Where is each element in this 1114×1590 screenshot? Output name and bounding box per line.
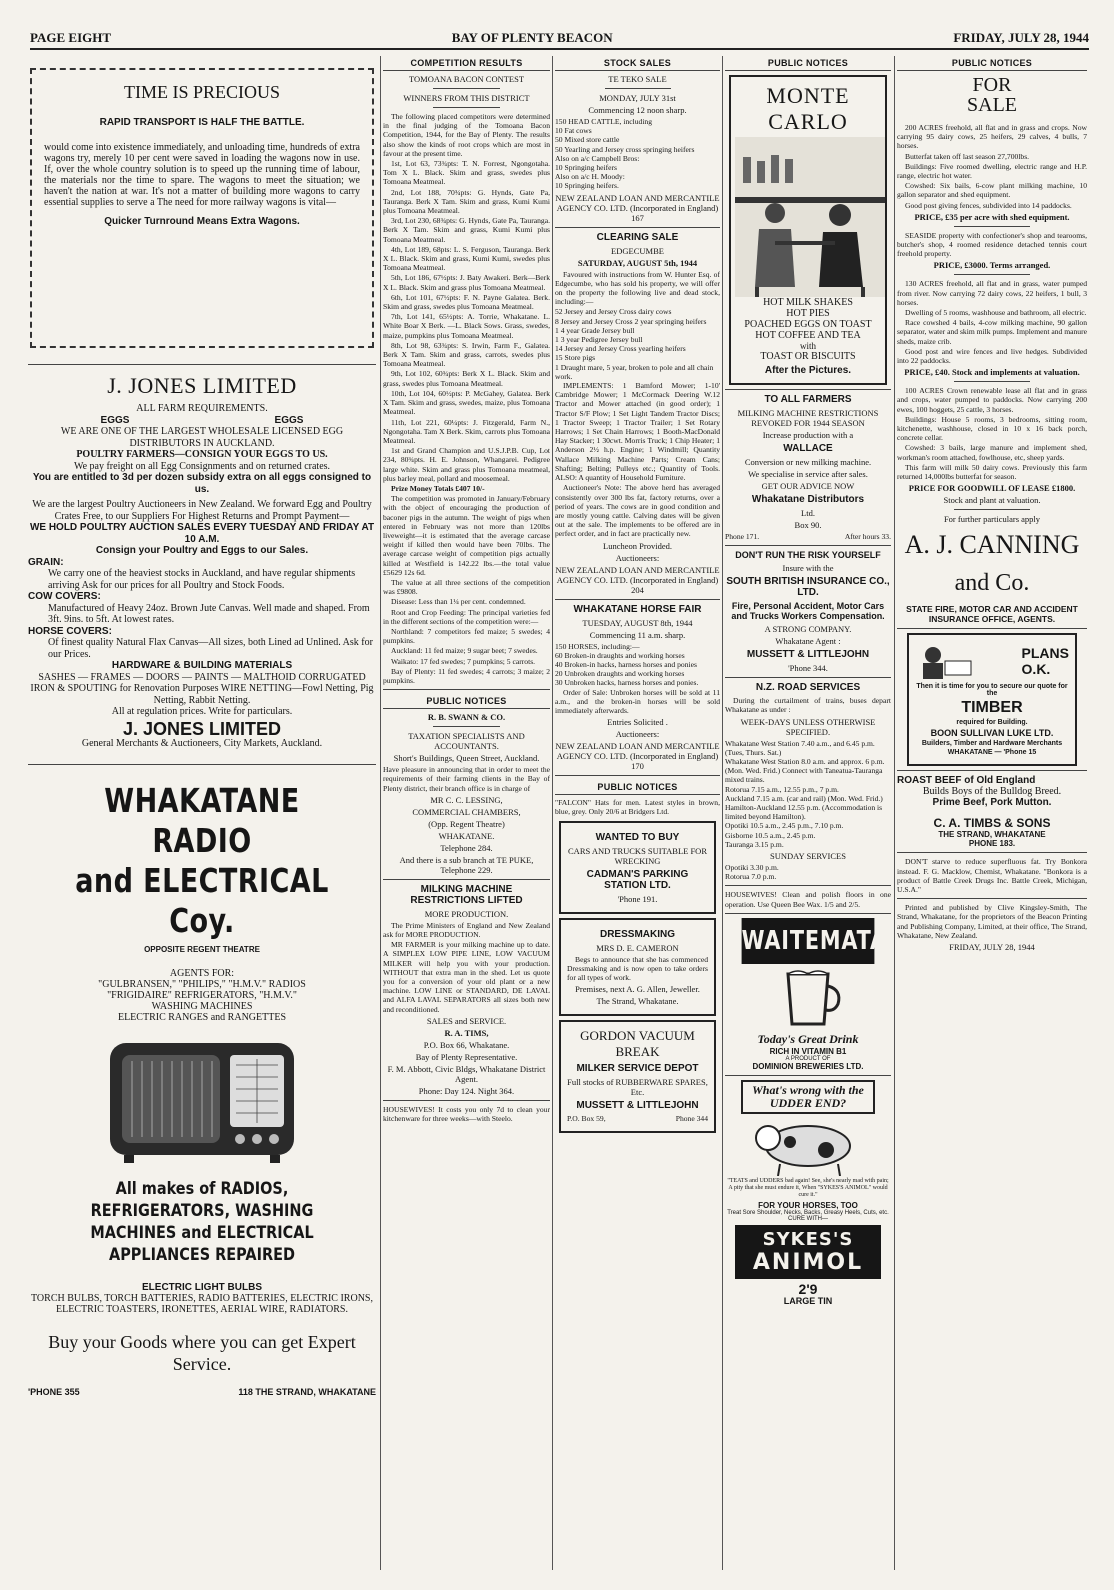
milk-line: F. M. Abbott, Civic Bldgs, Whakatane District Agent.	[387, 1063, 546, 1084]
result-entry: 2nd, Lot 188, 70¾pts: G. Hynds, Gate Pa, Tauranga. Berk X Tam. Skim and grass, Kumi Kumi plus Tomoana Meatmeal.	[383, 187, 550, 216]
farmers-after-hours: After hours 33.	[844, 532, 891, 541]
section-header: STOCK SALES	[555, 56, 720, 71]
cattle-item: Also on a/c H. Moody:	[555, 172, 625, 182]
comp-text: Auckland: 11 fed maize; 9 sugar beet; 7 swedes.	[391, 646, 538, 656]
section-header: PUBLIC NOTICES	[383, 694, 550, 709]
menu-line: HOT PIES	[786, 308, 830, 319]
jones-line: All at regulation prices. Write for particulars.	[111, 706, 293, 717]
prize-money: Prize Money Totals £407 10/-	[391, 483, 485, 493]
listing-text: Race cowshed 4 bails, 4-cow milking machine, 90 gallon separator, water and skim milk pumps. Implement and manure sheds, maize crib.	[897, 318, 1087, 346]
insurance-line: Insure with the	[782, 563, 834, 574]
stock-item: 1 Draught mare, 5 year, broken to pole and all chain work.	[555, 362, 714, 381]
roast-line: Prime Beef, Pork Mutton.	[932, 797, 1052, 809]
swann-line: MR C. C. LESSING,	[430, 794, 503, 805]
listing-text: This farm will milk 50 dairy cows. Previously this farm returned 14,000lbs butterfat for season.	[897, 462, 1087, 482]
radio-ad	[28, 769, 376, 1397]
gordon-name: MUSSETT & LITTLEJOHN	[576, 1100, 699, 1112]
teko-line: MONDAY, JULY 31st	[599, 93, 676, 103]
clearing-line: Auctioneers:	[615, 552, 660, 563]
listing-text: SEASIDE property with confectioner's shop and tearooms, butcher's shop, 4 roomed residence detached tennis court freehold property.	[897, 230, 1087, 259]
road-time: Auckland 7.15 a.m. (car and rail) (Mon. Wed. Frid.)	[725, 793, 883, 803]
gordon-phone: Phone 344	[675, 1114, 708, 1124]
swann-body: Have pleasure in announcing that in order to meet the requirements of their farming clients in the Bay of Plenty district, their branch office is in charge of	[383, 765, 550, 793]
distributor-name: Whakatane Distributors	[751, 494, 865, 505]
stock-list	[555, 307, 720, 381]
sykes-line: FOR YOUR HORSES, TOO	[758, 1200, 858, 1210]
cattle-item: Also on a/c Campbell Bros:	[555, 153, 640, 163]
boon-name: BOON SULLIVAN LUKE LTD.	[930, 728, 1054, 739]
column-1	[28, 56, 376, 1570]
radio-cabinet-illustration	[102, 1033, 302, 1168]
section-header: PUBLIC NOTICES	[555, 780, 720, 795]
insurance-heading: DON'T RUN THE RISK YOURSELF	[735, 550, 881, 561]
jones-line: We pay freight on all Egg Consignments and on returned crates.	[73, 460, 331, 472]
jones-line: Of finest quality Natural Flax Canvas—All sizes, both Lined ad Unlined. Ask for our Prices.	[48, 637, 373, 660]
listing-price: PRICE, £40. Stock and implements at valuation.	[904, 367, 1080, 378]
waitemata-line: DOMINION BREWERIES LTD.	[752, 1061, 864, 1071]
gordon-title: GORDON VACUUM	[580, 1028, 695, 1044]
result-entry: 7th, Lot 141, 65½pts: A. Torrie, Whakatane. L. White Boar X Berk. —L. Black Sows. Grass, swedes, maize, pumpkins plus Tomoana Meatmeal.	[383, 312, 550, 340]
dress-line: The Strand, Whakatane.	[596, 996, 679, 1007]
result-entry: 9th, Lot 102, 60¾pts: Berk X L. Black. Skim and grass, swedes plus Tomoana Meatmeal.	[383, 369, 550, 388]
sykes-headline: What's wrong with the UDDER END?	[741, 1080, 875, 1114]
section-header: PUBLIC NOTICES	[725, 56, 891, 71]
horse-item: 20 Unbroken draughts and working horses	[555, 669, 685, 679]
sykes-size: LARGE TIN	[783, 1295, 833, 1306]
radio-title: WHAKATANE RADIO	[104, 780, 300, 860]
jones-line: Manufactured of Heavy 24oz. Brown Jute Canvas. Well made and shaped. From 3ft. 9ins. to 5ft. At lowest rates.	[48, 602, 370, 625]
winners-sub: WINNERS FROM THIS DISTRICT	[403, 93, 530, 103]
beer-glass-icon	[768, 968, 848, 1028]
wanted-heading: WANTED TO BUY	[595, 831, 680, 843]
ad-title: TIME IS PRECIOUS	[123, 82, 280, 102]
swann-name: R. B. SWANN & CO.	[427, 712, 506, 723]
comp-text: Northland: 7 competitors fed maize; 5 swedes; 4 pumpkins.	[383, 626, 550, 646]
roast-heading: ROAST BEEF of Old England	[897, 775, 1036, 787]
result-entry: 6th, Lot 101, 67½pts: F. N. Payne Galatea. Berk. Skim and grass, swedes plus Tomoana Meatmeal.	[383, 292, 550, 312]
time-is-precious-ad	[30, 68, 374, 348]
radio-agent-line: "FRIGIDAIRE" REFRIGERATORS, "H.M.V."	[107, 989, 297, 1001]
sykes-line: Treat Sore Shoulder, Necks, Backs, Greasy Heels, Cuts, etc. CURE WITH—	[727, 1209, 889, 1222]
radio-agent-line: ELECTRIC RANGES and RANGETTES	[117, 1011, 287, 1023]
road-heading: N.Z. ROAD SERVICES	[755, 682, 861, 694]
radio-agent-line: "GULBRANSEN," "PHILIPS," "H.M.V." RADIOS	[98, 978, 306, 990]
farmers-line: We specialise in service after sales.	[748, 469, 868, 479]
horse-line: Entries Solicited .	[607, 717, 668, 728]
column-rule	[722, 56, 723, 1570]
listing-text: Good post giving fences, subdivided into 14 paddocks.	[905, 200, 1072, 210]
farmers-line: GET OUR ADVICE NOW	[761, 481, 855, 491]
listing-text: Buildings: House 5 rooms, 3 bedrooms, sitting room, kitchenette, washhouse, closed in 10 x 16 back porch, concrete cellar.	[897, 414, 1087, 443]
farmers-line: Ltd.	[801, 508, 815, 518]
listing-text: 200 ACRES freehold, all flat and in grass and crops. Now carrying 95 dairy cows, 25 heifers, 29 calves, 4 bulls, 7 horses.	[897, 123, 1087, 151]
gordon-line: MILKER SERVICE DEPOT	[576, 1063, 699, 1075]
menu-line: POACHED EGGS ON TOAST	[744, 319, 872, 330]
horse-line: Auctioneers:	[615, 729, 660, 740]
imprint-date: FRIDAY, JULY 28, 1944	[949, 941, 1035, 952]
imprint: Printed and published by Clive Kingsley-Smith, The Strand, Whakatane, for the proprietors of the Beacon Printing and Publishing Company, Limited, at their office, The Strand, Whakatane, New Zealand.	[897, 903, 1087, 940]
builders-icon	[915, 641, 975, 681]
listing-text: Good post and wire fences and live hedges. Subdivided into 22 paddocks.	[897, 346, 1087, 366]
waitemata-tagline: Today's Great Drink	[757, 1031, 859, 1046]
for-sale-title	[897, 75, 1087, 115]
jones-footer: J. JONES LIMITED	[122, 718, 282, 739]
column-3	[555, 56, 720, 1570]
clearing-line: EDGECUMBE	[611, 245, 664, 256]
result-entry: 5th, Lot 186, 67½pts: J. Baty Awakeri. Berk—Berk X L. Black. Skim and grass plus Tomoana Meatmeal.	[383, 273, 550, 292]
listing-text: Dwelling of 5 rooms, washhouse and bathroom, all electric.	[905, 308, 1087, 318]
clearing-line: Luncheon Provided.	[603, 540, 672, 551]
agency-line: NEW ZEALAND LOAN AND MERCANTILE AGENCY CO. LTD. (Incorporated in England) 204	[555, 564, 720, 595]
road-time: Whakatane West Station 8.0 a.m. and approx. 6 p.m. (Mon. Wed. Frid.) Connect with Taneatua-Tauranga mixed trains.	[725, 757, 885, 785]
issue-date: FRIDAY, JULY 28, 1944	[953, 30, 1089, 45]
jones-address: General Merchants & Auctioneers, City Markets, Auckland.	[81, 738, 323, 749]
road-line: SUNDAY SERVICES	[770, 851, 846, 862]
swann-line: WHAKATANE.	[438, 830, 495, 841]
milk-body: MR FARMER is your milking machine up to date. A SIMPLEX LOW PIPE LINE, LOW VACUUM MILKER will help you with your production. WITHOUT that extra man in the shed. Let us quote you for a conversion of your old plant or a new machine. LOW LINE or STANDARD, DE LAVAL and ALFA LAVAL SEPARATORS all sizes both new and reconditioned.	[383, 940, 550, 1014]
plans-title: O.K.	[1021, 661, 1051, 678]
waitemata-logo: WAITEMATA	[742, 918, 875, 964]
column-2	[383, 56, 550, 1570]
clearing-heading: CLEARING SALE	[596, 231, 679, 243]
boon-sullivan-ad	[907, 633, 1077, 766]
listing-text: Butterfat taken off last season 27,700lbs.	[905, 151, 1030, 161]
queen-bee-ad: HOUSEWIVES! Clean and polish floors in one operation. Use Queen Bee Wax. 1/5 and 2/5.	[725, 890, 891, 909]
jones-line: POULTRY FARMERS—CONSIGN YOUR EGGS TO US.	[76, 449, 328, 460]
stock-item: 52 Jersey and Jersey Cross dairy cows	[555, 307, 672, 317]
animol-logo: ANIMOL	[752, 1249, 864, 1275]
result-entry: 11th, Lot 221, 60¼pts: J. Fitzgerald, Farm N., Ngongotaha. Tam X Berk. Skim, carrots plus Tomoana Meatmeal.	[383, 417, 550, 445]
timbs-name: C. A. TIMBS & SONS	[933, 816, 1051, 831]
radio-buy: Buy your Goods where you can get Expert Service.	[48, 1331, 356, 1374]
eggs-label: EGGS	[274, 414, 304, 426]
swann-line: COMMERCIAL CHAMBERS,	[412, 806, 521, 817]
milk-line: Phone: Day 124. Night 364.	[418, 1085, 515, 1096]
road-time: Tauranga 3.15 p.m.	[725, 839, 784, 849]
results-list	[383, 159, 550, 445]
farmers-line: MILKING MACHINE RESTRICTIONS REVOKED FOR 1944 SEASON	[737, 408, 879, 428]
cattle-item: 10 Springing heifers	[555, 163, 618, 173]
column-rule	[894, 56, 895, 1570]
result-entry: 10th, Lot 104, 60½pts: P. McGahey, Galatea. Berk X Tam. Skim and grass, swedes, maize, plus Tomoana Meatmeal.	[383, 388, 550, 417]
comp-text: The value at all three sections of the competition was £9808.	[383, 577, 550, 597]
horse-item: 150 HORSES, including:—	[555, 641, 640, 651]
menu-line: HOT MILK SHAKES	[763, 297, 853, 308]
section-header: PUBLIC NOTICES	[897, 56, 1087, 71]
result-entry: 8th, Lot 98, 63¾pts: S. Irwin, Farm F., Galatea. Berk X Tam. Skim and grass, carrots, swedes plus Tomoana Meatmeal.	[383, 340, 550, 369]
insurance-name: SOUTH BRITISH INSURANCE CO., LTD.	[726, 576, 890, 599]
jones-heading: HORSE COVERS:	[28, 625, 112, 637]
horse-heading: WHAKATANE HORSE FAIR	[573, 603, 702, 615]
milk-line: R. A. TIMS,	[444, 1027, 489, 1038]
listing-text: 130 ACRES freehold, all flat and in grass, water pumped from river. Now carrying 72 dairy cows, 22 heifers, 1 bull, 3 horses.	[897, 279, 1087, 307]
cattle-list	[555, 117, 720, 191]
milk-body: The Prime Ministers of England and New Zealand ask for MORE PRODUCTION.	[383, 920, 550, 939]
jones-heading: GRAIN:	[28, 556, 64, 568]
farmers-line: Box 90.	[794, 520, 822, 530]
gordon-po: P.O. Box 59,	[567, 1114, 606, 1124]
milk-line: P.O. Box 66, Whakatane.	[423, 1039, 510, 1050]
for-sale-word: SALE	[967, 94, 1017, 116]
intro-text: The following placed competitors were determined in the final judging of the Tomoana Bacon Competition, 1944, for the Bay of Plenty. The results also show the kinds of root crops which are most in favour at the present time.	[383, 112, 550, 158]
waitemata-ad	[725, 918, 891, 1071]
canning-line: STATE FIRE, MOTOR CAR AND ACCIDENT INSURANCE OFFICE, AGENTS.	[906, 604, 1078, 625]
waitemata-line: A PRODUCT OF	[785, 1055, 831, 1062]
jones-line: WE ARE ONE OF THE LARGEST WHOLESALE LICENSED EGG DISTRIBUTORS IN AUCKLAND.	[60, 426, 344, 449]
clearing-line: SATURDAY, AUGUST 5th, 1944	[577, 257, 698, 268]
insurance-agent: MUSSETT & LITTLEJOHN	[746, 649, 870, 661]
farm-req: ALL FARM REQUIREMENTS.	[136, 403, 268, 414]
sykes-verse: "TEATS and UDDERS bad again! See, she's nearly mad with pain; A pity that she must endure it, When "SYKES'S ANIMOL" would cure it."	[727, 1177, 889, 1198]
gordon-title: BREAK	[615, 1044, 660, 1060]
radio-opp: OPPOSITE REGENT THEATRE	[144, 944, 260, 954]
jones-line: SASHES — FRAMES — DOORS — PAINTS — MALTHOID CORRUGATED IRON & SPOUTING for Renovation Purposes WIRE NETTING—Fowl Netting, Pig Netting, Rabbit Netting.	[30, 671, 374, 706]
listing-text: Stock and plant at valuation.	[943, 495, 1041, 506]
listing-price: PRICE, £3000. Terms arranged.	[933, 260, 1051, 271]
road-times	[725, 739, 891, 849]
comp-text: Waikato: 17 fed swedes; 7 pumpkins; 5 carrots.	[391, 656, 536, 666]
horse-list	[555, 642, 720, 688]
menu-line: TOAST OR BISCUITS	[760, 351, 856, 362]
cadman-name: CADMAN'S PARKING STATION LTD.	[586, 868, 689, 891]
jones-title: J. JONES LIMITED	[107, 373, 297, 398]
listing-text: Buildings: Five roomed dwelling, electric range and H.P. range, electric hot water.	[897, 161, 1087, 181]
comp-text: Disease: Less than 1¼ per cent. condemned.	[391, 597, 526, 607]
bonkora-ad: DON'T starve to reduce superfluous fat. Try Bonkora instead. F. G. Macklow, Chemist, Whakatane. "Bonkora is a product of Battle Creek Drugs Inc. Battle Creek, Michigan, U.S.A."	[897, 857, 1087, 894]
ad-footer: Quicker Turnround Means Extra Wagons.	[104, 216, 300, 227]
wanted-line: CARS AND TRUCKS SUITABLE FOR WRECKING	[568, 845, 707, 866]
sykes-logo: SYKES'S	[762, 1228, 854, 1250]
horse-item: 40 Broken-in hacks, harness horses and ponies	[555, 659, 697, 669]
farmers-phone: Phone 171.	[725, 532, 760, 541]
paper-title: BAY OF PLENTY BEACON	[451, 30, 613, 45]
stock-item: 1 3 year Pedigree Jersey bull	[555, 335, 643, 345]
agency-line: NEW ZEALAND LOAN AND MERCANTILE AGENCY CO. LTD. (Incorporated in England) 167	[555, 192, 720, 223]
road-time: Opotiki 10.5 a.m., 2.45 p.m., 7.10 p.m.	[725, 821, 844, 831]
column-rule	[552, 56, 553, 1570]
horse-order: Order of Sale: Unbroken horses will be sold at 11 a.m., and the broken-in horses will be sold immediately afterwards.	[555, 687, 720, 715]
canning-logo: A. J. CANNING	[904, 530, 1080, 560]
radio-title: and ELECTRICAL Coy.	[75, 860, 329, 940]
timber-title: TIMBER	[961, 699, 1023, 717]
jones-heading: HARDWARE & BUILDING MATERIALS	[111, 660, 293, 671]
grand-champion: 1st and Grand Champion and U.S.J.P.B. Cup, Lot 234, 80¾pts. H. E. Johnson, Whangarei. Pedigree large white. Skim and grass plus Tomoana meatmeal, plus barley meal, pollard and moosemeal.	[383, 446, 550, 483]
section-header: COMPETITION RESULTS	[383, 56, 550, 71]
road-line: WEEK-DAYS UNLESS OTHERWISE SPECIFIED.	[740, 716, 876, 737]
comp-text: Root and Crop Feeding: The principal varieties fed in the different sections of the competition were:—	[383, 607, 550, 626]
masthead	[30, 30, 1089, 50]
roast-line: Builds Boys of the Bulldog Breed.	[922, 786, 1062, 798]
listing-text: Cowshed: 3 bails, large manure and implement shed, workman's room attached, fowlhouse, etc, sheep yards.	[897, 443, 1087, 462]
milk-heading: MILKING MACHINE RESTRICTIONS LIFTED	[410, 883, 523, 906]
implements: IMPLEMENTS: 1 Bamford Mower; 1-10' Cambridge Mower; 1 McCormack Deering W.12 Tractor and Mower attached (in good order); 1 Tractor S/F Plow; 1 Set Light Tandem Tractor Discs; 1 Tractor Sweep; 1 Tractor Trailer; 1 Set Rotary Harrows; 1 Set Chain Harrows; 1 Booth-MacDonald Hay Stacker; 1 30cwt. Morris Truck; 1 Chip Heater; 1 Anderson 2½ h.p. Engine; 1 Windmill; Quantity Wallace Milking Machine Parts; Cream Cans; Shafting; Belting; Pulleys etc.; Quantity of Tools. ALSO: A quantity of Household Furniture.	[555, 381, 720, 483]
jones-line: You are entitled to 3d per dozen subsidy extra on all eggs consigned to us.	[32, 472, 372, 495]
stock-item: 8 Jersey and Jersey Cross 2 year springing heifers	[555, 316, 707, 326]
cattle-item: 10 Springing heifers.	[555, 181, 619, 191]
listing-text: Cowshed: Six bails, 6-cow plant milking machine, 10 gallon separator and shed equipment.	[897, 181, 1087, 200]
stock-item: 15 Store pigs	[555, 353, 596, 363]
listing-text: For further particulars apply	[943, 514, 1041, 525]
milk-line: SALES and SERVICE.	[426, 1015, 507, 1026]
milk-line: MORE PRODUCTION.	[424, 908, 509, 919]
waitemata-line: RICH IN VITAMIN B1	[769, 1046, 847, 1056]
jones-ad	[28, 373, 376, 750]
boon-line: Then it is time for you to secure our quote for the	[916, 683, 1068, 698]
gordon-line: Full stocks of RUBBERWARE SPARES, Etc.	[567, 1077, 708, 1098]
cattle-item: 50 Mixed store cattle	[555, 135, 620, 145]
menu-line: with	[799, 341, 816, 351]
boon-line: required for Building.	[956, 719, 1028, 727]
radio-repair: All makes of RADIOS, REFRIGERATORS, WASHING MACHINES and ELECTRICAL APPLIANCES REPAIRED	[90, 1178, 314, 1265]
horse-line: TUESDAY, AUGUST 8th, 1944	[582, 617, 693, 628]
cadman-phone: 'Phone 191.	[617, 893, 658, 904]
steelo-ad: HOUSEWIVES! It costs you only 7d to clean your kitchenware for three weeks—with Steelo.	[383, 1104, 550, 1124]
cattle-item: 50 Yearling and Jersey cross springing heifers	[555, 144, 695, 154]
auctioneer-note: Auctioneer's Note: The above herd has averaged consistently over 300 lbs fat, factory returns, over a period of years. The cows are in good condition and are mostly young cattle. Calving dates will be given out at the sale. The implements to be offered are in perfect order, and in fact are practically new.	[555, 483, 720, 539]
menu-line: After the Pictures.	[764, 365, 852, 376]
swann-line: Short's Buildings, Queen Street, Auckland.	[393, 753, 540, 764]
boon-phone: WHAKATANE — 'Phone 15	[947, 749, 1037, 757]
canning-co: and Co.	[954, 570, 1030, 597]
dress-name: MRS D. E. CAMERON	[596, 942, 679, 953]
swann-line: Telephone 284.	[440, 842, 493, 853]
ad-subtitle: RAPID TRANSPORT IS HALF THE BATTLE.	[99, 117, 305, 128]
insurance-line: 'Phone 344.	[788, 663, 828, 674]
teko-sale: TE TEKO SALE	[608, 74, 667, 84]
stock-item: 1 4 year Grade Jersey bull	[555, 325, 635, 335]
insurance-line: A STRONG COMPANY.	[764, 624, 852, 635]
cafe-illustration	[735, 137, 885, 297]
bacon-sub: TOMOANA BACON CONTEST	[408, 74, 525, 84]
listing-price: PRICE FOR GOODWILL OF LEASE £1800.	[908, 483, 1076, 494]
wallace-name: WALLACE	[783, 443, 833, 454]
road-time: Whakatane West Station 7.40 a.m., and 6.45 p.m. (Tues, Thurs. Sat.)	[725, 738, 875, 757]
monte-title: MONTE CARLO	[766, 83, 850, 134]
radio-bulbs-list: TORCH BULBS, TORCH BATTERIES, RADIO BATTERIES, ELECTRIC IRONS, ELECTRIC TOASTERS, IRONETTES, AERIAL WIRE, RADIATORS.	[31, 1292, 373, 1315]
swann-line: And there is a sub branch at TE PUKE, Telephone 229.	[399, 854, 534, 875]
radio-agent-line: WASHING MACHINES	[151, 1000, 253, 1012]
timbs-line: PHONE 183.	[968, 839, 1016, 849]
milk-line: Bay of Plenty Representative.	[415, 1051, 518, 1062]
listing-price: PRICE, £35 per acre with shed equipment.	[914, 211, 1070, 222]
comp-text: The competition was promoted in January/February with the object of encouraging the production of baconer pigs in the autumn. The weight of pigs when entered in February was not more than 120lbs liveweight—it is estimated that the average carcase weight if killed then would have been 70lbs. The average carcase weight of competition pigs actually killed at Westfield is 142.22 lbs.—the total value £5629 12s 6d.	[383, 494, 550, 577]
monte-carlo-ad	[729, 75, 887, 385]
horse-line: Commencing 11 a.m. sharp.	[589, 629, 686, 640]
column-4	[725, 56, 891, 1570]
result-entry: 3rd, Lot 230, 68¾pts: G. Hynds, Gate Pa, Tauranga. Berk X Tam. Skim and grass, Kumi Kumi plus Tomoana Meatmeal.	[383, 216, 550, 244]
teko-line: Commencing 12 noon sharp.	[588, 105, 687, 115]
column-rule	[380, 56, 381, 1570]
column-5	[897, 56, 1087, 1570]
boon-line: Builders, Timber and Hardware Merchants	[921, 740, 1063, 748]
insurance-line: Whakatane Agent :	[775, 636, 841, 647]
jones-line: We carry one of the heaviest stocks in Auckland, and have regular shipments arriving Ask for our prices for all Poultry and Stock Foods.	[48, 568, 356, 591]
falcon-ad: "FALCON" Hats for men. Latest styles in brown, blue, grey. Only 20/6 at Bridgers Ltd.	[555, 798, 720, 817]
comp-text: Bay of Plenty: 11 fed swedes; 4 carrots; 3 maize; 2 pumpkins.	[383, 666, 550, 685]
cow-illustration	[738, 1116, 878, 1176]
radio-address: 118 THE STRAND, WHAKATANE	[238, 1386, 376, 1397]
farmers-line: Conversion or new milking machine.	[744, 457, 872, 467]
wanted-ad	[559, 821, 716, 914]
dress-line: Premises, next A. G. Allen, Jeweller.	[575, 984, 700, 995]
stock-item: 14 Jersey and Jersey Cross yearling heifers	[555, 344, 686, 354]
agency-line: NEW ZEALAND LOAN AND MERCANTILE AGENCY CO. LTD. (Incorporated in England) 170	[555, 741, 720, 772]
road-time: Rotorua 7.15 a.m., 12.55 p.m., 7 p.m.	[725, 784, 839, 794]
ad-body: would come into existence immediately, and unloading time, hundreds of extra wagons try, merely 10 per cent were saved in loading the wagons now in use. If, over the whole country solution is to speed up the running time of labour, the materials nor the time to spare. The wagons to meet the situation; we haven't the nation at war. It's not a matter of building more wagons to carry essential supplies to serve a The need for more railway wagons is vital—	[44, 142, 360, 208]
road-time: Gisborne 10.5 a.m., 2.45 p.m.	[725, 830, 816, 840]
menu-line: HOT COFFEE AND TEA	[755, 330, 861, 341]
insurance-line: Fire, Personal Accident, Motor Cars and Trucks Workers Compensation.	[731, 601, 885, 622]
radio-agents: AGENTS FOR:	[169, 967, 235, 979]
farmers-line: Increase production with a	[762, 430, 854, 440]
dressmaking-ad	[559, 918, 716, 1017]
cattle-item: 150 HEAD CATTLE, including	[555, 117, 653, 126]
cattle-item: 10 Fat cows	[555, 126, 592, 136]
timbs-line: THE STRAND, WHAKATANE	[938, 830, 1046, 840]
swann-line: (Opp. Regent Theatre)	[428, 818, 505, 829]
jones-line: Consign your Poultry and Eggs to our Sales.	[95, 545, 309, 556]
for-sale-word: FOR	[972, 74, 1012, 96]
jones-heading: COW COVERS:	[28, 591, 101, 602]
plans-title: PLANS	[1021, 645, 1069, 662]
farmers-heading: TO ALL FARMERS	[764, 394, 852, 405]
dress-body: Begs to announce that she has commenced Dressmaking and is now open to take orders for all types of work.	[567, 954, 708, 982]
jones-line: WE HOLD POULTRY AUCTION SALES EVERY TUESDAY AND FRIDAY AT 10 A.M.	[29, 522, 375, 545]
horse-item: 30 Unbroken hacks, harness horses and ponies.	[555, 678, 699, 688]
sykes-price: 2'9	[798, 1280, 818, 1297]
result-entry: 4th, Lot 189, 68pts: L. S. Ferguson, Tauranga. Berk X L. Black. Skim and grass, Kumi Kumi, swedes plus Tomoana Meatmeal.	[383, 244, 550, 273]
road-sunday-time: Rotorua 7.0 p.m.	[725, 872, 777, 882]
road-intro: During the curtailment of trains, buses depart Whakatane as under :	[725, 696, 891, 715]
radio-phone: 'PHONE 355	[28, 1386, 80, 1397]
road-sunday-time: Opotiki 3.30 p.m.	[725, 863, 779, 873]
sykes-ad	[725, 1080, 891, 1306]
road-sunday	[725, 863, 891, 881]
dress-heading: DRESSMAKING	[599, 928, 675, 940]
radio-bulbs: ELECTRIC LIGHT BULBS	[142, 1281, 262, 1293]
swann-line: TAXATION SPECIALISTS AND ACCOUNTANTS.	[408, 731, 525, 752]
gordon-ad	[559, 1020, 716, 1133]
listing-text: 100 ACRES Crown renewable lease all flat and in grass and crops, water pumped to paddocks. Now carrying 200 ewes, 100 hoggets, 25 cattle, 3 horses.	[897, 386, 1087, 414]
horse-item: 60 Broken-in draughts and working horses	[555, 650, 685, 660]
page-number: PAGE EIGHT	[30, 30, 112, 45]
road-time: Hamilton-Auckland 12.55 p.m. (Accommodation is limited beyond Hamilton).	[725, 803, 883, 822]
clearing-body: Favoured with instructions from W. Hunter Esq. of Edgecumbe, who has sold his property, we will offer on the property the following live and dead stock, including:—	[555, 269, 720, 307]
eggs-label: EGGS	[100, 414, 130, 426]
result-entry: 1st, Lot 63, 73¾pts: T. N. Forrest, Ngongotaha. Tom X L. Black. Skim and grass, swedes plus Tomoana Meatmeal.	[383, 159, 550, 187]
jones-line: We are the largest Poultry Auctioneers in New Zealand. We forward Egg and Poultry Crates Free, to our Suppliers For Highest Returns and Prompt Payment—	[32, 499, 372, 522]
